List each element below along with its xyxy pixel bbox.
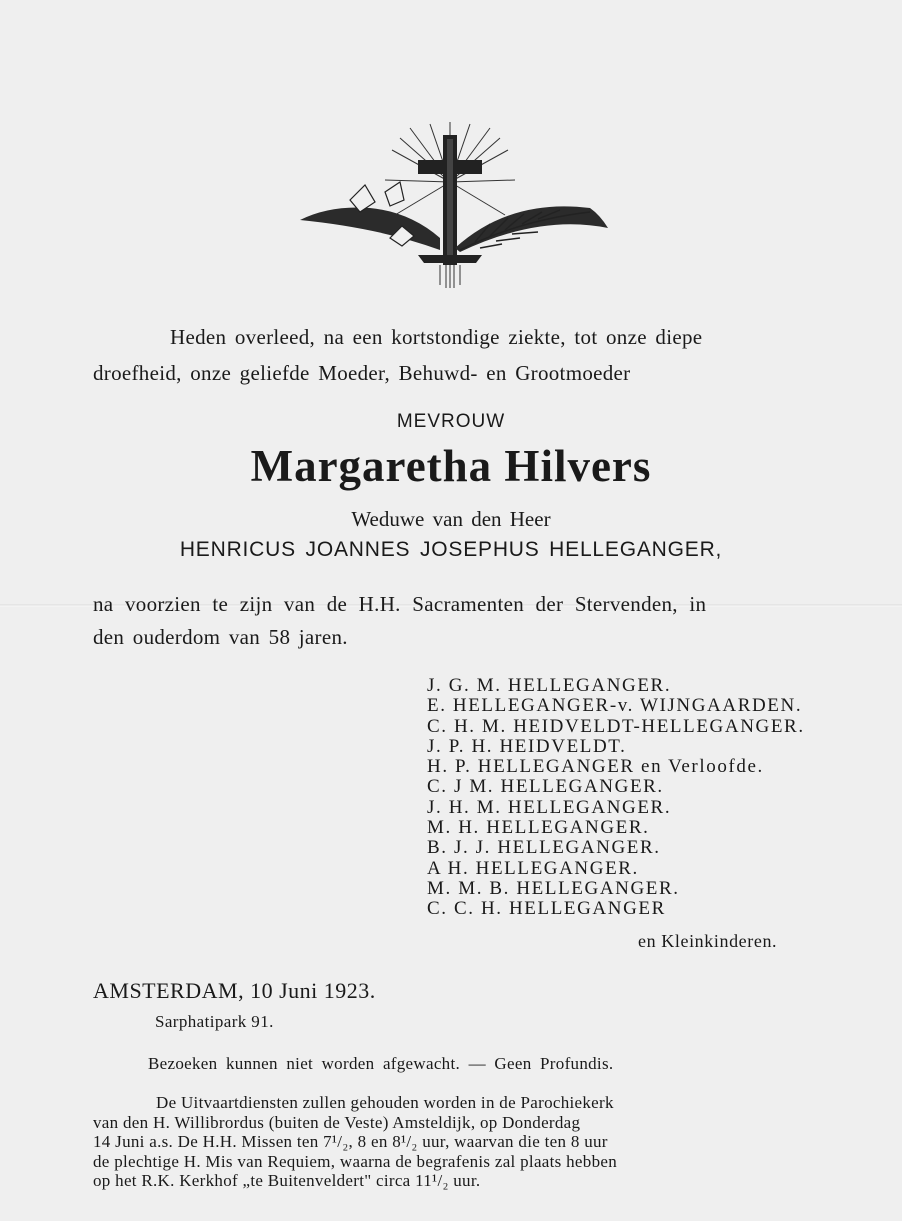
services-line: 14 Juni a.s. De H.H. Missen ten 7¹/₂, 8 en 8¹/₂ uur, waarvan die ten 8 uur xyxy=(93,1132,608,1151)
intro-line-2: droefheid, onze geliefde Moeder, Behuwd- en Grootmoeder xyxy=(93,361,631,385)
family-member: J. P. H. HEIDVELDT. xyxy=(427,735,627,757)
services-line: De Uitvaartdiensten zullen gehouden worden in de Parochiekerk xyxy=(156,1093,614,1112)
deceased-name: Margaretha Hilvers xyxy=(250,441,652,491)
family-member: J. G. M. HELLEGANGER. xyxy=(427,675,672,696)
family-member: B. J. J. HELLEGANGER. xyxy=(427,837,661,859)
family-member: M. M. B. HELLEGANGER. xyxy=(427,877,680,899)
services-line: van den H. Willibrordus (buiten de Veste) Amsteldijk, op Donderdag xyxy=(93,1112,581,1132)
family-member: J. H. M. HELLEGANGER. xyxy=(427,796,672,818)
visits-notice: Bezoeken kunnen niet worden afgewacht. — Geen Profundis. xyxy=(148,1054,614,1073)
family-member: C. J M. HELLEGANGER. xyxy=(427,776,664,798)
intro-line-1: Heden overleed, na een kortstondige ziekte, tot onze diepe xyxy=(170,325,703,349)
family-member: E. HELLEGANGER-v. WIJNGAARDEN. xyxy=(427,695,803,717)
sacraments-line-2: den ouderdom van 58 jaren. xyxy=(93,625,348,649)
place-date: AMSTERDAM, 10 Juni 1923. xyxy=(93,978,376,1003)
husband-name: HENRICUS JOANNES JOSEPHUS HELLEGANGER, xyxy=(179,538,723,561)
services-line: op het R.K. Kerkhof „te Buitenveldert" circa 11¹/₂ uur. xyxy=(93,1171,481,1190)
services-line: de plechtige H. Mis van Requiem, waarna de begrafenis zal plaats hebben xyxy=(93,1151,618,1171)
grandchildren-line: en Kleinkinderen. xyxy=(638,931,778,951)
family-list xyxy=(427,676,805,920)
cross-with-palm-and-lily-icon xyxy=(290,120,610,290)
family-member: H. P. HELLEGANGER en Verloofde. xyxy=(427,756,764,778)
family-member: C. C. H. HELLEGANGER xyxy=(427,898,666,920)
family-member: C. H. M. HEIDVELDT-HELLEGANGER. xyxy=(427,715,805,737)
widow-of-line: Weduwe van den Heer xyxy=(351,507,551,531)
deceased-title: MEVROUW xyxy=(396,411,506,432)
address: Sarphatipark 91. xyxy=(155,1012,274,1031)
sacraments-line-1: na voorzien te zijn van de H.H. Sacramenten der Stervenden, in xyxy=(93,592,707,616)
family-member: A H. HELLEGANGER. xyxy=(427,857,639,879)
family-member: M. H. HELLEGANGER. xyxy=(427,817,650,839)
services-paragraph xyxy=(93,1093,809,1191)
